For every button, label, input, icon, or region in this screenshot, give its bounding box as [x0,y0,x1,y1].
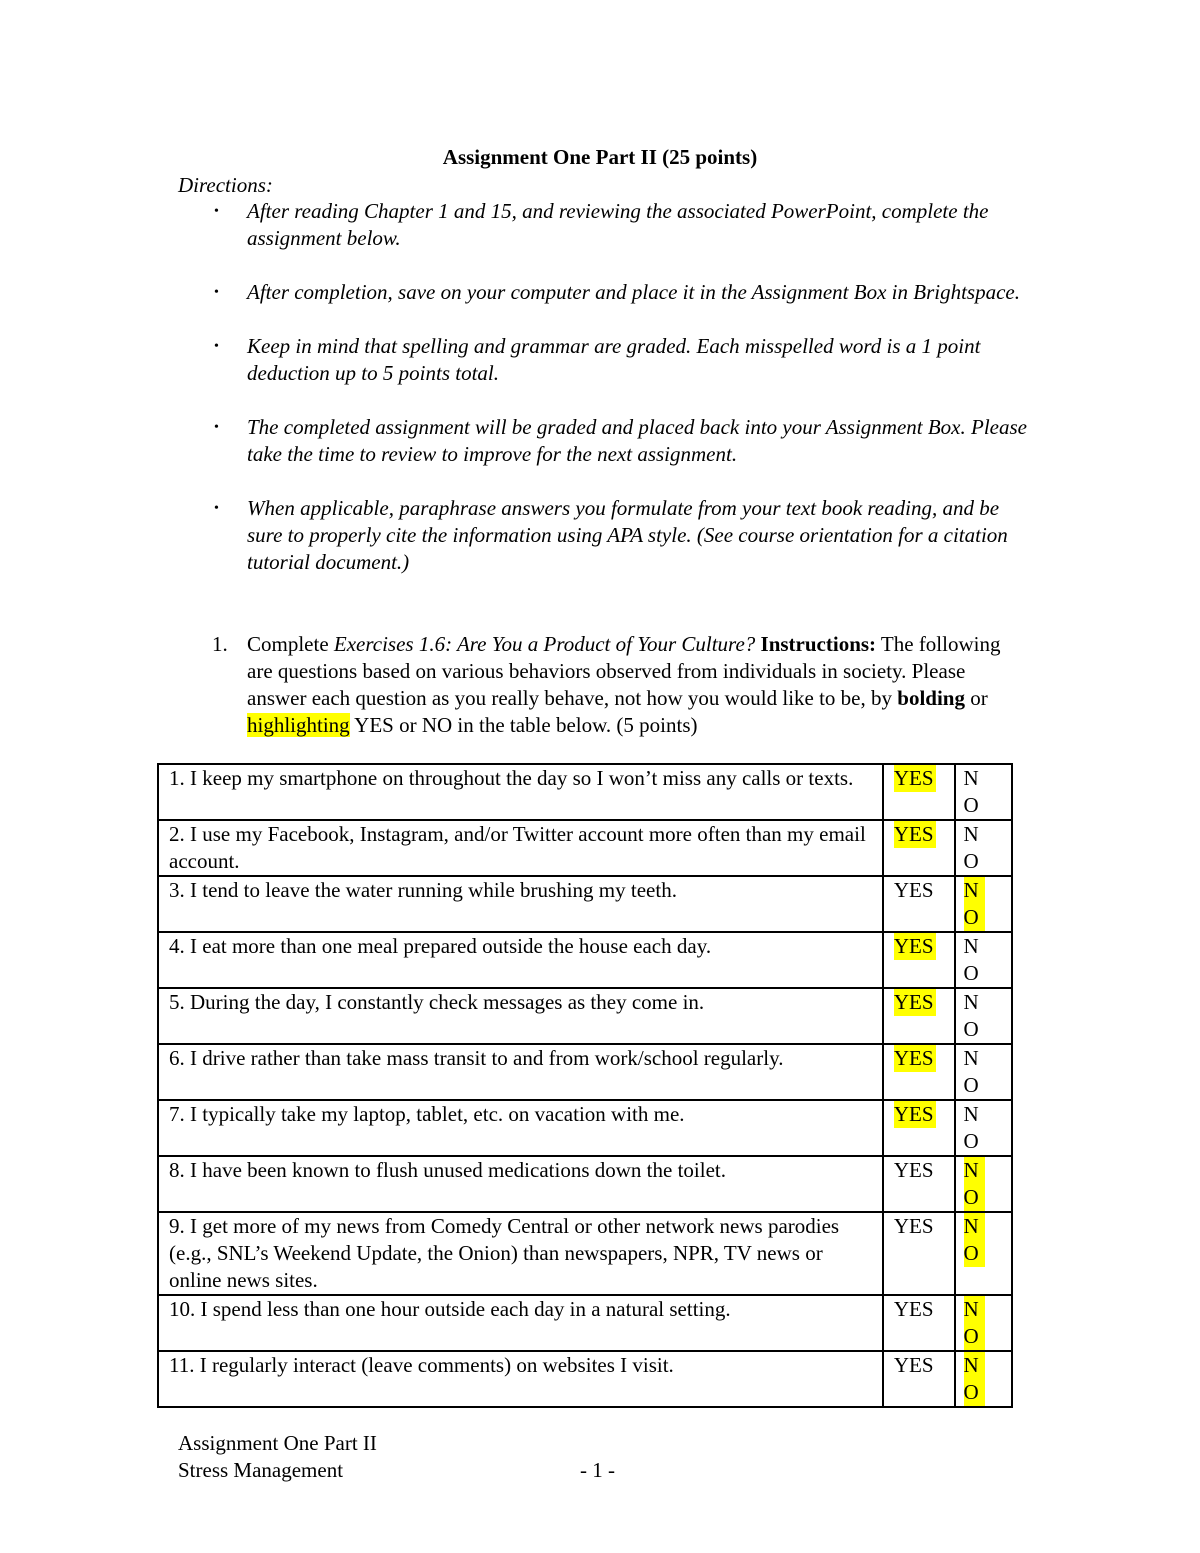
page-title: Assignment One Part II (25 points) [442,145,758,169]
bullet-icon: • [214,285,219,300]
yes-option[interactable]: YES [883,876,955,932]
yes-option[interactable]: YES [883,932,955,988]
table-row [158,1212,1012,1295]
no-option[interactable]: NO [955,820,1012,876]
statement-cell: 5. During the day, I constantly check messages as they come in. [158,988,883,1044]
no-option[interactable]: NO [955,1212,1012,1295]
bullet-icon: • [214,204,219,219]
yes-option[interactable]: YES [883,1351,955,1407]
table-row [158,1044,1012,1100]
statement-cell: 9. I get more of my news from Comedy Central or other network news parodies (e.g., SNL’s Weekend Update, the Onion) than newspapers, NPR, TV news or online news sites. [158,1212,883,1295]
no-option[interactable]: NO [955,1295,1012,1351]
yes-option[interactable]: YES [883,1295,955,1351]
survey-table [157,763,1013,1408]
bullet-icon: • [214,420,219,435]
statement-cell: 8. I have been known to flush unused medications down the toilet. [158,1156,883,1212]
no-option[interactable]: NO [955,1156,1012,1212]
table-row [158,820,1012,876]
no-option[interactable]: NO [955,764,1012,820]
statement-cell: 2. I use my Facebook, Instagram, and/or Twitter account more often than my email account. [158,820,883,876]
table-row [158,764,1012,820]
bullet-icon: • [214,501,219,516]
no-option[interactable]: NO [955,932,1012,988]
table-row [158,988,1012,1044]
no-option[interactable]: NO [955,1351,1012,1407]
directions-item: • The completed assignment will be graded and placed back into your Assignment Box. Please take the time to review to improve for the next assignment. [214,415,1027,466]
page-number: - 1 - [580,1458,615,1482]
statement-cell: 1. I keep my smartphone on throughout the day so I won’t miss any calls or texts. [158,764,883,820]
table-row [158,876,1012,932]
statement-cell: 6. I drive rather than take mass transit to and from work/school regularly. [158,1044,883,1100]
no-option[interactable]: NO [955,1044,1012,1100]
yes-option[interactable]: YES [883,764,955,820]
no-option[interactable]: NO [955,988,1012,1044]
no-option[interactable]: NO [955,1100,1012,1156]
directions-item: • After reading Chapter 1 and 15, and reviewing the associated PowerPoint, complete the assignment below. [214,199,989,250]
yes-option[interactable]: YES [883,820,955,876]
table-row [158,1351,1012,1407]
statement-cell: 3. I tend to leave the water running while brushing my teeth. [158,876,883,932]
bullet-icon: • [214,339,219,354]
yes-option[interactable]: YES [883,1044,955,1100]
yes-option[interactable]: YES [883,1212,955,1295]
directions-item: • Keep in mind that spelling and grammar are graded. Each misspelled word is a 1 point deduction up to 5 points total. [214,334,981,385]
yes-option[interactable]: YES [883,1156,955,1212]
directions-label: Directions: [178,173,273,197]
question-text: Complete Exercises 1.6: Are You a Product of Your Culture? Instructions: The following are questions based on various behaviors observed from individuals in society. Please answer each question as you really behave, not how you would like to be, by bolding or highlighting YES or NO in the table below. (5 points) [247,632,1001,737]
statement-cell: 11. I regularly interact (leave comments) on websites I visit. [158,1351,883,1407]
footer-course: Stress Management [178,1458,344,1482]
statement-cell: 7. I typically take my laptop, tablet, etc. on vacation with me. [158,1100,883,1156]
yes-option[interactable]: YES [883,1100,955,1156]
table-row [158,1156,1012,1212]
statement-cell: 4. I eat more than one meal prepared outside the house each day. [158,932,883,988]
directions-item: • When applicable, paraphrase answers you formulate from your text book reading, and be sure to properly cite the information using APA style. (See course orientation for a citation tutorial document.) [214,496,1008,574]
statement-cell: 10. I spend less than one hour outside each day in a natural setting. [158,1295,883,1351]
footer-title: Assignment One Part II [178,1431,377,1455]
table-row [158,1295,1012,1351]
table-row [158,932,1012,988]
question-1 [212,631,1012,739]
yes-option[interactable]: YES [883,988,955,1044]
no-option[interactable]: NO [955,876,1012,932]
table-row [158,1100,1012,1156]
question-number: 1. [212,632,228,656]
directions-item: • After completion, save on your computer and place it in the Assignment Box in Brightspace. [214,280,1020,304]
directions-list [210,198,1030,603]
